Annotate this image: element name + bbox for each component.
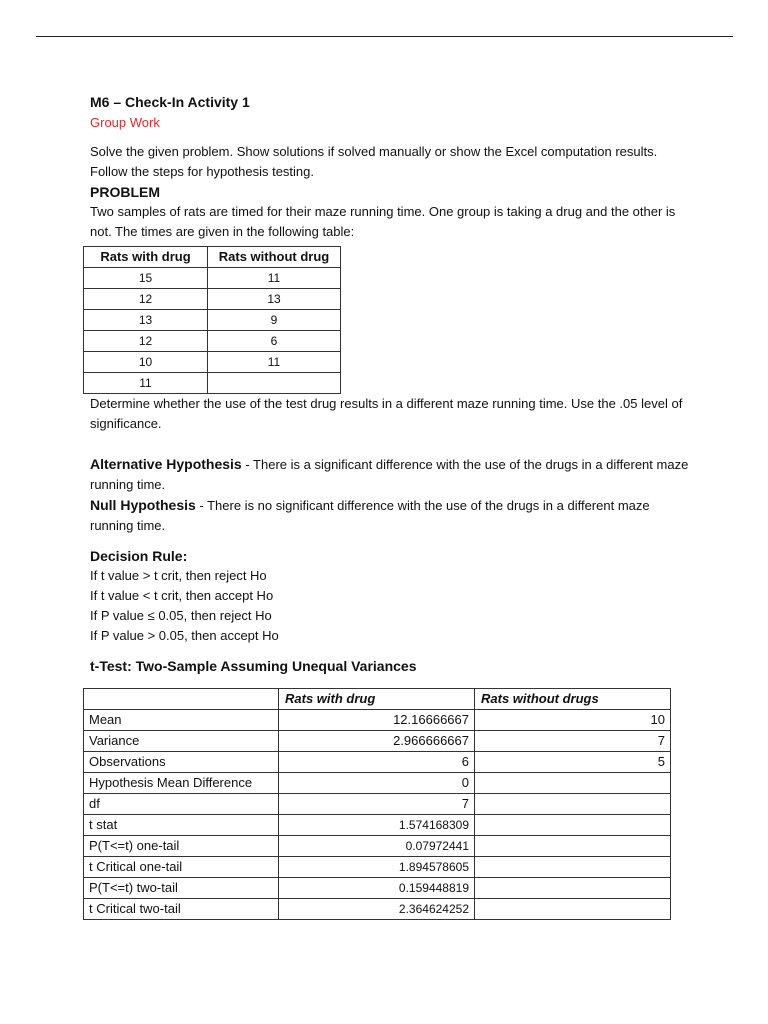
problem-heading: PROBLEM	[90, 184, 160, 200]
table-cell: 6	[208, 331, 341, 352]
table-cell: 7	[279, 794, 475, 815]
header-rule	[36, 36, 733, 37]
table-cell: 11	[208, 268, 341, 289]
table-cell: 12.16666667	[279, 710, 475, 731]
table-row	[84, 752, 671, 773]
determine-paragraph: Determine whether the use of the test drug results in a different maze running time. Use the .05 level of significance.	[90, 396, 683, 431]
column-header: Rats with drug	[279, 689, 475, 710]
null-hypothesis-text: - There is no significant difference with the use of the drugs in a different maze running time.	[90, 498, 650, 533]
table-cell: 1.894578605	[279, 857, 475, 878]
problem-paragraph: Two samples of rats are timed for their maze running time. One group is taking a drug and the other is not. The times are given in the following table:	[90, 204, 676, 239]
table-row	[84, 836, 671, 857]
row-label: P(T<=t) two-tail	[84, 878, 279, 899]
table-cell: 12	[84, 289, 208, 310]
table-cell: 12	[84, 331, 208, 352]
decision-rule-item: If P value ≤ 0.05, then reject Ho	[90, 608, 272, 623]
row-label: Hypothesis Mean Difference	[84, 773, 279, 794]
table-cell: 0.159448819	[279, 878, 475, 899]
table-row	[84, 289, 341, 310]
page-subtitle: Group Work	[90, 115, 160, 130]
table-row	[84, 710, 671, 731]
table-row	[84, 899, 671, 920]
table-row	[84, 352, 341, 373]
document-body	[90, 92, 690, 920]
row-label: Mean	[84, 710, 279, 731]
table-cell	[475, 878, 671, 899]
table-cell	[475, 773, 671, 794]
row-label: P(T<=t) one-tail	[84, 836, 279, 857]
table-row	[84, 731, 671, 752]
alt-hypothesis-label: Alternative Hypothesis	[90, 456, 242, 472]
row-label: t Critical one-tail	[84, 857, 279, 878]
table-cell	[208, 373, 341, 394]
table-row	[84, 310, 341, 331]
alternative-hypothesis	[90, 454, 690, 495]
rats-data-table	[83, 246, 341, 394]
table-row	[84, 815, 671, 836]
table-cell	[475, 836, 671, 857]
table-cell: 2.364624252	[279, 899, 475, 920]
ttest-results-table	[83, 688, 671, 920]
row-label: t stat	[84, 815, 279, 836]
table-row	[84, 794, 671, 815]
table-cell: 9	[208, 310, 341, 331]
decision-rule-item: If t value < t crit, then accept Ho	[90, 588, 274, 603]
table-header-row	[84, 247, 341, 268]
alt-hypothesis-text: - There is a significant difference with the use of the drugs in a different maze running time.	[90, 457, 689, 492]
table-row	[84, 268, 341, 289]
table-row	[84, 878, 671, 899]
ttest-heading: t-Test: Two-Sample Assuming Unequal Variances	[90, 658, 417, 674]
column-header: Rats with drug	[84, 247, 208, 268]
null-hypothesis-label: Null Hypothesis	[90, 497, 196, 513]
table-cell: 15	[84, 268, 208, 289]
table-cell	[475, 815, 671, 836]
table-header-row	[84, 689, 671, 710]
column-header: Rats without drug	[208, 247, 341, 268]
table-cell	[475, 899, 671, 920]
table-row	[84, 331, 341, 352]
row-label: df	[84, 794, 279, 815]
table-cell: 13	[84, 310, 208, 331]
table-cell: 13	[208, 289, 341, 310]
column-header: Rats without drugs	[475, 689, 671, 710]
table-row	[84, 857, 671, 878]
table-cell: 0.07972441	[279, 836, 475, 857]
table-cell: 11	[208, 352, 341, 373]
table-cell	[475, 794, 671, 815]
decision-rule-item: If P value > 0.05, then accept Ho	[90, 628, 279, 643]
column-header	[84, 689, 279, 710]
table-cell: 1.574168309	[279, 815, 475, 836]
page-title: M6 – Check-In Activity 1	[90, 94, 250, 110]
table-cell: 6	[279, 752, 475, 773]
instructions-paragraph: Solve the given problem. Show solutions if solved manually or show the Excel computation results. Follow the steps for hypothesis testing.	[90, 144, 658, 179]
decision-rule-heading: Decision Rule:	[90, 548, 188, 564]
table-cell: 5	[475, 752, 671, 773]
table-cell: 11	[84, 373, 208, 394]
table-cell: 0	[279, 773, 475, 794]
row-label: Variance	[84, 731, 279, 752]
table-row	[84, 373, 341, 394]
table-cell	[475, 857, 671, 878]
row-label: Observations	[84, 752, 279, 773]
table-cell: 7	[475, 731, 671, 752]
null-hypothesis	[90, 495, 690, 536]
decision-rule-item: If t value > t crit, then reject Ho	[90, 568, 267, 583]
table-cell: 10	[84, 352, 208, 373]
table-cell: 2.966666667	[279, 731, 475, 752]
row-label: t Critical two-tail	[84, 899, 279, 920]
table-cell: 10	[475, 710, 671, 731]
table-row	[84, 773, 671, 794]
